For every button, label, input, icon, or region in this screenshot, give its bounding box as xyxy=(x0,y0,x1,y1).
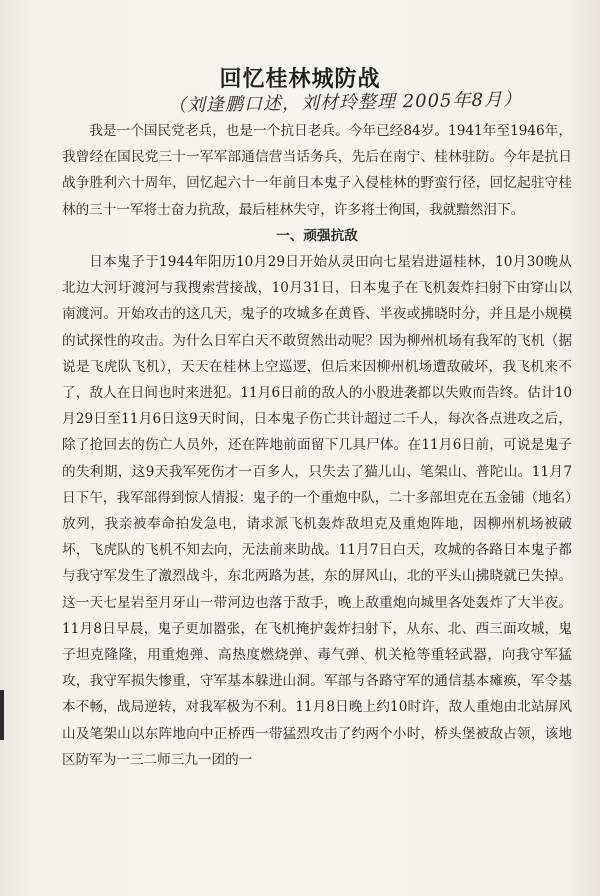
document-body xyxy=(62,118,572,773)
section-heading: 一、顽强抗敌 xyxy=(276,227,358,244)
paragraph-battle: 日本鬼子于1944年阳历10月29日开始从灵田向七星岩进逼桂林，10月30晚从北边大河圩渡河与我搜索营接战，10月31日，日本鬼子在飞机轰炸扫射下由穿山以南渡河。开始攻击的这几天，鬼子的攻城多在黄昏、半夜或拂晓时分，并且是小规模的试探性的攻击。为什么日军白天不敢贸然出动呢？因为柳州机场有我军的飞机（据说是飞虎队飞机），天天在桂林上空巡逻，但后来因柳州机场遭敌破坏，我飞机来不了，敌人在日间也时来进犯。11月6日前的敌人的小股进袭都以失败而告终。估计10月29日至11月6日这9天时间，日本鬼子伤亡共计超过二千人，每次各点进攻之后，除了抢回去的伤亡人员外，还在阵地前面留下几具尸体。在11月6日前，可说是鬼子的失利期，这9天我军死伤才一百多人，只失去了猫儿山、笔架山、普陀山。11月7日下午，我军部得到惊人情报：鬼子的一个重炮中队，二十多部坦克在五金铺（地名）放列，我亲被奉命拍发急电，请求派飞机轰炸敌坦克及重炮阵地，因柳州机场被破坏，飞虎队的飞机不知去向，无法前来助战。11月7日白天，攻城的各路日本鬼子都与我守军发生了激烈战斗，东北两路为甚，东的屏风山，北的平头山拂晓就已失掉。这一天七星岩至月牙山一带河边也落于敌手，晚上敌重炮向城里各处轰炸了大半夜。11月8日早晨，鬼子更加嚣张，在飞机掩护轰炸扫射下，从东、北、西三面攻城，鬼子坦克隆隆，用重炮弹、高热度燃烧弹、毒气弹、机关枪等重轻武器，向我守军猛攻，我守军损失惨重，守军基本躲进山洞。军部与各路守军的通信基本瘫痪，军令基本不畅，战局逆转，对我军极为不利。11月8日晚上约10时许，敌人重炮由北站屏风山及笔架山以东阵地向中正桥西一带猛烈攻击了约两个小时，桥头堡被敌占领，该地区防军为一三二师三九一团的一 xyxy=(62,254,572,768)
paragraph-intro: 我是一个国民党老兵，也是一个抗日老兵。今年已经84岁。1941年至1946年，我曾经在国民党三十一军军部通信营当话务兵，先后在南宁、桂林驻防。今年是抗日战争胜利六十周年，回忆起六十一年前日本鬼子入侵桂林的野蛮行径，回忆起驻守桂林的三十一军将士奋力抗敌，最后桂林失守，许多将士徇国，我就黯然泪下。 xyxy=(62,123,572,218)
document-title: 回忆桂林城防战 xyxy=(219,67,381,92)
handwritten-note: （刘逢鹏口述，刘材玲整理 2005年8月） xyxy=(167,89,523,117)
scan-edge-mark xyxy=(0,690,4,740)
